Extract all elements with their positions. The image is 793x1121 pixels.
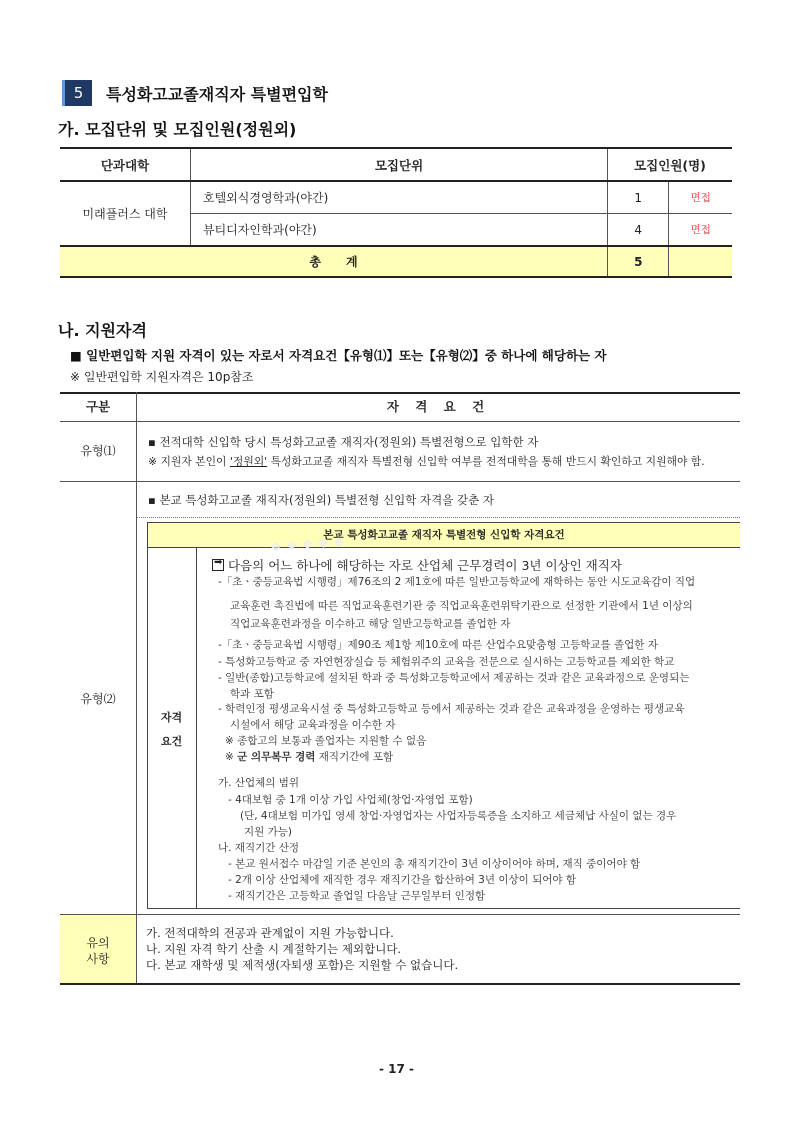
unit-cell: 뷰티디자인학과(야간) bbox=[191, 214, 608, 247]
notes-label-2: 사항 bbox=[86, 952, 110, 966]
qual-line: 시설에서 해당 교육과정을 이수한 자 bbox=[230, 719, 396, 731]
note-line: 다. 본교 재학생 및 제적생(자퇴생 포함)은 지원할 수 없습니다. bbox=[146, 958, 459, 972]
column-divider bbox=[136, 915, 137, 983]
military-note-suffix: 재직기간에 포함 bbox=[315, 751, 394, 763]
type2-label: 유형⑵ bbox=[80, 692, 116, 706]
qual-line: - 일반(종합)고등학교에 설치된 학과 중 특성화고등학교에서 제공하는 것과 같은 교육과정으로 운영되는 bbox=[218, 672, 690, 684]
recruitment-table bbox=[60, 147, 732, 278]
checkbox-icon: ➡ bbox=[212, 559, 224, 571]
type1-line2-emphasis: '정원외' bbox=[229, 455, 268, 468]
qual-line: (단, 4대보험 미가입 영세 창업·자영업자는 사업자등록증을 소지하고 세금체납 사실이 없는 경우 bbox=[240, 810, 677, 822]
note-line: 나. 지원 자격 학기 산출 시 계절학기는 제외합니다. bbox=[146, 942, 402, 956]
dotted-divider bbox=[137, 517, 740, 518]
type1-label: 유형⑴ bbox=[80, 444, 116, 458]
total-count: 5 bbox=[608, 246, 669, 277]
college-cell: 미래플러스 대학 bbox=[60, 181, 191, 246]
page-number: - 17 - bbox=[378, 1062, 414, 1076]
col-header-count: 모집인원(명) bbox=[608, 148, 733, 181]
table-bottom-border bbox=[60, 983, 740, 985]
total-label: 총 계 bbox=[60, 246, 608, 277]
col-header-category: 구분 bbox=[85, 399, 111, 414]
col-header-unit: 모집단위 bbox=[191, 148, 608, 181]
military-note-emphasis: 군 의무복무 경력 bbox=[237, 751, 316, 763]
watermark-decoration: ❖ ❖ ❖ ❖ ❖ bbox=[269, 535, 346, 556]
military-note-prefix: ※ bbox=[225, 751, 238, 763]
qual-line: 가. 산업체의 범위 bbox=[218, 777, 300, 789]
qual-line: 학과 포함 bbox=[230, 688, 274, 700]
interview-note: 면접 bbox=[669, 214, 732, 247]
qual-line: - 4대보험 중 1개 이상 가입 사업체(창업·자영업 포함) bbox=[228, 794, 473, 806]
section-title: 특성화고교졸재직자 특별편입학 bbox=[106, 85, 328, 104]
count-cell: 4 bbox=[608, 214, 669, 247]
header-divider bbox=[60, 421, 740, 422]
qual-line: - 2개 이상 산업체에 재직한 경우 재직기간을 합산하여 3년 이상이 되어야 함 bbox=[228, 874, 577, 886]
total-row bbox=[60, 246, 732, 277]
eligibility-reference-note: ※ 일반편입학 지원자격은 10p참조 bbox=[70, 370, 254, 384]
qual-line: 나. 재직기간 산정 bbox=[218, 842, 300, 854]
row-divider bbox=[60, 914, 740, 915]
qualification-heading-text: 다음의 어느 하나에 해당하는 자로 산업체 근무경력이 3년 이상인 재직자 bbox=[228, 558, 622, 573]
col-header-requirements: 자 격 요 건 bbox=[386, 399, 491, 414]
col-header-college: 단과대학 bbox=[60, 148, 191, 181]
qual-line: 지원 가능) bbox=[244, 826, 293, 838]
unit-cell: 호텔외식경영학과(야간) bbox=[191, 181, 608, 214]
qual-line: -「초ㆍ중등교육법 시행령」제76조의 2 제1호에 따른 일반고등학교에 재학하는 동안 시도교육감이 직업 bbox=[218, 576, 696, 588]
table-header-row bbox=[60, 148, 732, 181]
eligibility-summary: ■ 일반편입학 지원 자격이 있는 자로서 자격요건【유형⑴】또는【유형⑵】중 하나에 해당하는 자 bbox=[70, 348, 607, 363]
qual-line: - 학력인정 평생교육시설 중 특성화고등학교 등에서 제공하는 것과 같은 교육과정을 운영하는 평생교육 bbox=[218, 703, 685, 715]
type1-line2-prefix: ※ 지원자 본인이 bbox=[148, 455, 230, 468]
interview-note: 면접 bbox=[669, 181, 732, 214]
qual-line: - 특성화고등학교 중 자연현장실습 등 체험위주의 교육을 전문으로 실시하는 고등학교를 제외한 학교 bbox=[218, 656, 675, 668]
qualification-label-1: 자격 bbox=[160, 711, 183, 724]
section-number-badge: 5 bbox=[62, 80, 92, 106]
type1-line2-suffix: 특성화고교졸 재직자 특별전형 신입학 여부를 전적대학을 통해 반드시 확인하고 지원해야 함. bbox=[267, 455, 705, 468]
qual-line: 교육훈련 촉진법에 따른 직업교육훈련기관 중 직업교육훈련위탁기관으로 선정한 기관에서 1년 이상의 bbox=[230, 600, 693, 612]
type2-line1: ▪ 본교 특성화고교졸 재직자(정원외) 특별전형 신입학 자격을 갖춘 자 bbox=[148, 493, 494, 507]
count-cell: 1 bbox=[608, 181, 669, 214]
total-empty-cell bbox=[669, 246, 732, 277]
note-line: 가. 전적대학의 전공과 관계없이 지원 가능합니다. bbox=[146, 926, 394, 940]
qualification-box-divider bbox=[196, 548, 197, 909]
qualification-label-2: 요건 bbox=[160, 735, 183, 748]
row-divider bbox=[60, 481, 740, 482]
qual-line: - 재직기간은 고등학교 졸업일 다음날 근무일부터 인정함 bbox=[228, 890, 486, 902]
table-row bbox=[60, 181, 732, 214]
type1-line1: ▪ 전적대학 신입학 당시 특성화고교졸 재직자(정원외) 특별전형으로 입학한 자 bbox=[148, 435, 539, 449]
qualification-box-header: 본교 특성화고교졸 재직자 특별전형 신입학 자격요건 bbox=[147, 522, 740, 548]
type1-line2 bbox=[148, 454, 705, 469]
qualification-heading bbox=[212, 556, 622, 574]
qual-line: - 본교 원서접수 마감일 기준 본인의 총 재직기간이 3년 이상이어야 하며, 재직 중이어야 함 bbox=[228, 858, 641, 870]
subsection-b-title: 나. 지원자격 bbox=[58, 321, 147, 340]
subsection-a-title: 가. 모집단위 및 모집인원(정원외) bbox=[58, 120, 297, 139]
military-note bbox=[225, 749, 393, 764]
qual-line: 직업교육훈련과정을 이수하고 해당 일반고등학교를 졸업한 자 bbox=[230, 618, 511, 630]
qual-line: -「초ㆍ중등교육법 시행령」제90조 제1항 제10호에 따른 산업수요맞춤형 고등학교를 졸업한 자 bbox=[218, 639, 658, 651]
qual-line: ※ 종합고의 보통과 졸업자는 지원할 수 없음 bbox=[225, 735, 427, 747]
notes-label-1: 유의 bbox=[86, 936, 110, 950]
